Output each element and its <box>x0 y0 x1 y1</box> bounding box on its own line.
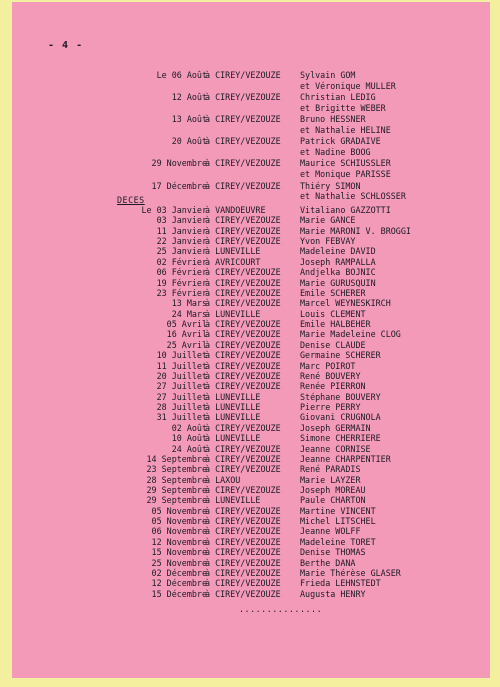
deces-heading: DECES <box>117 195 145 205</box>
death-name: Marie GANCE <box>300 215 356 226</box>
death-place: à LUNEVILLE <box>205 391 261 402</box>
death-name: Berthe DANA <box>300 557 356 568</box>
death-date: 13 Mars <box>171 298 207 309</box>
marriage-entry-line <box>12 181 490 191</box>
marriage-entry-line <box>12 191 490 201</box>
death-entry <box>12 547 490 557</box>
death-date: 31 Juillet <box>156 412 207 423</box>
death-date: 05 Avril <box>166 319 207 330</box>
death-entry <box>12 485 490 495</box>
death-entry <box>12 464 490 474</box>
marriage-entry-line <box>12 158 490 168</box>
death-place: à CIREY/VEZOUZE <box>205 350 281 361</box>
marriage-name: et Monique PARISSE <box>300 169 391 180</box>
death-name: Marcel WEYNESKIRCH <box>300 298 391 309</box>
death-name: Joseph MOREAU <box>300 484 366 495</box>
death-entry <box>12 350 490 360</box>
death-entry <box>12 537 490 547</box>
death-entry <box>12 371 490 381</box>
marriage-entry-line <box>12 147 490 157</box>
death-name: Yvon FEBVAY <box>300 236 356 247</box>
death-date: 05 Novembre <box>151 516 207 527</box>
death-date: 03 Janvier <box>156 215 207 226</box>
death-date: 20 Juillet <box>156 370 207 381</box>
death-date: 10 Août <box>171 433 207 444</box>
death-name: Marc POIROT <box>300 360 356 371</box>
death-name: Germaine SCHERER <box>300 350 381 361</box>
marriage-place: à CIREY/VEZOUZE <box>205 70 281 80</box>
death-place: à CIREY/VEZOUZE <box>205 287 281 298</box>
death-date: 28 Juillet <box>156 402 207 413</box>
death-date: 23 Septembre <box>146 464 207 475</box>
death-place: à LUNEVILLE <box>205 402 261 413</box>
death-date: 02 Août <box>171 422 207 433</box>
death-place: à CIREY/VEZOUZE <box>205 329 281 340</box>
death-name: Louis CLEMENT <box>300 308 366 319</box>
death-entry <box>12 361 490 371</box>
death-name: Jeanne CHARPENTIER <box>300 453 391 464</box>
marriage-entry-line <box>12 136 490 146</box>
death-place: à CIREY/VEZOUZE <box>205 360 281 371</box>
death-date: 06 Février <box>156 267 207 278</box>
death-entry <box>12 278 490 288</box>
death-entry <box>12 526 490 536</box>
marriage-date: 29 Novembre <box>151 158 207 169</box>
death-name: Martine VINCENT <box>300 505 376 516</box>
death-date: 28 Septembre <box>146 474 207 485</box>
death-name: Vitaliano GAZZOTTI <box>300 205 391 215</box>
marriage-date: 13 Août <box>171 114 207 125</box>
death-place: à CIREY/VEZOUZE <box>205 567 281 578</box>
death-date: 23 Février <box>156 287 207 298</box>
death-place: à CIREY/VEZOUZE <box>205 464 281 475</box>
death-entry <box>12 215 490 225</box>
death-entry <box>12 454 490 464</box>
death-date: 29 Septembre <box>146 495 207 506</box>
marriage-date: 12 Août <box>171 92 207 103</box>
marriage-date: 17 Décembre <box>151 180 207 191</box>
death-place: à LUNEVILLE <box>205 246 261 257</box>
death-name: Michel LITSCHEL <box>300 516 376 527</box>
death-date: 15 Décembre <box>151 588 207 599</box>
death-name: Paule CHARTON <box>300 495 366 506</box>
death-place: à LUNEVILLE <box>205 433 261 444</box>
marriage-place: à CIREY/VEZOUZE <box>205 136 281 147</box>
death-entry <box>12 558 490 568</box>
death-place: à CIREY/VEZOUZE <box>205 557 281 568</box>
death-entry <box>12 589 490 599</box>
death-name: Andjelka BOJNIC <box>300 267 376 278</box>
death-place: à CIREY/VEZOUZE <box>205 225 281 236</box>
death-place: à CIREY/VEZOUZE <box>205 588 281 599</box>
marriage-name: et Brigitte WEBER <box>300 102 386 113</box>
page-number: - 4 - <box>48 40 84 51</box>
death-name: Marie Madeleine CLOG <box>300 329 401 340</box>
end-separator: ............... <box>239 604 323 614</box>
death-name: Marie MARONI V. BROGGI <box>300 225 411 236</box>
death-place: à AVRICOURT <box>205 256 261 267</box>
death-entry <box>12 329 490 339</box>
death-name: Emile SCHERER <box>300 287 366 298</box>
death-name: René PARADIS <box>300 464 361 475</box>
death-place: à CIREY/VEZOUZE <box>205 422 281 433</box>
death-entry <box>12 257 490 267</box>
death-name: Augusta HENRY <box>300 588 366 599</box>
death-entry <box>12 246 490 256</box>
death-date: 10 Juillet <box>156 350 207 361</box>
death-date: 15 Novembre <box>151 547 207 558</box>
marriage-name: Maurice SCHIUSSLER <box>300 158 391 169</box>
death-entry <box>12 444 490 454</box>
death-entry <box>12 423 490 433</box>
death-place: à CIREY/VEZOUZE <box>205 267 281 278</box>
death-entry <box>12 205 490 215</box>
death-date: 12 Novembre <box>151 536 207 547</box>
marriage-name: Christian LEDIG <box>300 92 376 103</box>
death-place: à CIREY/VEZOUZE <box>205 505 281 516</box>
death-place: à CIREY/VEZOUZE <box>205 516 281 527</box>
death-name: Madeleine TORET <box>300 536 376 547</box>
death-entry <box>12 392 490 402</box>
death-entry <box>12 495 490 505</box>
marriage-name: et Véronique MULLER <box>300 80 396 91</box>
death-date: 02 Décembre <box>151 567 207 578</box>
death-date: 25 Janvier <box>156 246 207 257</box>
death-place: à CIREY/VEZOUZE <box>205 381 281 392</box>
death-place: à CIREY/VEZOUZE <box>205 453 281 464</box>
death-name: Renée PIERRON <box>300 381 366 392</box>
death-place: à LAXOU <box>205 474 241 485</box>
death-place: à CIREY/VEZOUZE <box>205 484 281 495</box>
marriage-entry-line <box>12 70 490 80</box>
death-name: Simone CHERRIERE <box>300 433 381 444</box>
death-date: 11 Juillet <box>156 360 207 371</box>
death-name: Denise CLAUDE <box>300 339 366 350</box>
death-name: Stéphane BOUVERY <box>300 391 381 402</box>
death-entry <box>12 267 490 277</box>
death-date: 06 Novembre <box>151 526 207 537</box>
marriage-date: 20 Août <box>171 136 207 147</box>
death-name: Marie LAYZER <box>300 474 361 485</box>
death-place: à LUNEVILLE <box>205 495 261 506</box>
death-name: Marie GURUSQUIN <box>300 277 376 288</box>
death-date: 27 Juillet <box>156 381 207 392</box>
marriage-entry-line <box>12 114 490 124</box>
death-name: Pierre PERRY <box>300 402 361 413</box>
marriage-entry-line <box>12 169 490 179</box>
death-place: à CIREY/VEZOUZE <box>205 547 281 558</box>
death-date: 14 Septembre <box>146 453 207 464</box>
death-date: 25 Novembre <box>151 557 207 568</box>
death-date: 24 Août <box>171 443 207 454</box>
death-place: à LUNEVILLE <box>205 412 261 423</box>
death-entry <box>12 236 490 246</box>
death-entry <box>12 516 490 526</box>
marriage-name: et Nadine BOOG <box>300 147 371 158</box>
death-entry <box>12 309 490 319</box>
death-date: 12 Décembre <box>151 578 207 589</box>
death-date: 25 Avril <box>166 339 207 350</box>
death-date: 22 Janvier <box>156 236 207 247</box>
death-place: à CIREY/VEZOUZE <box>205 526 281 537</box>
marriage-name: et Nathalie HELINE <box>300 125 391 135</box>
marriage-date: Le 06 Août <box>156 70 207 80</box>
death-date: 05 Novembre <box>151 505 207 516</box>
death-date: Le 03 Janvier <box>141 205 207 215</box>
death-name: Frieda LEHNSTEDT <box>300 578 381 589</box>
death-entry <box>12 340 490 350</box>
marriage-name: Thiéry SIMON <box>300 180 361 191</box>
death-name: Denise THOMAS <box>300 547 366 558</box>
death-name: René BOUVERY <box>300 370 361 381</box>
marriage-place: à CIREY/VEZOUZE <box>205 180 281 191</box>
death-date: 19 Février <box>156 277 207 288</box>
death-entry <box>12 381 490 391</box>
death-place: à CIREY/VEZOUZE <box>205 370 281 381</box>
death-name: Madeleine DAVID <box>300 246 376 257</box>
death-place: à LUNEVILLE <box>205 308 261 319</box>
marriage-name: Bruno HESSNER <box>300 114 366 125</box>
death-name: Marie Thérèse GLASER <box>300 567 401 578</box>
death-place: à CIREY/VEZOUZE <box>205 236 281 247</box>
death-entry <box>12 433 490 443</box>
death-entry <box>12 568 490 578</box>
death-place: à CIREY/VEZOUZE <box>205 339 281 350</box>
marriage-place: à CIREY/VEZOUZE <box>205 158 281 169</box>
marriage-name: et Nathalie SCHLOSSER <box>300 191 406 202</box>
death-place: à CIREY/VEZOUZE <box>205 277 281 288</box>
marriage-entry-line <box>12 103 490 113</box>
death-place: à CIREY/VEZOUZE <box>205 319 281 330</box>
death-entry <box>12 288 490 298</box>
death-place: à CIREY/VEZOUZE <box>205 536 281 547</box>
death-name: Joseph RAMPALLA <box>300 256 376 267</box>
death-date: 16 Avril <box>166 329 207 340</box>
death-name: Joseph GERMAIN <box>300 422 371 433</box>
death-date: 02 Février <box>156 256 207 267</box>
marriage-place: à CIREY/VEZOUZE <box>205 114 281 125</box>
death-entry <box>12 319 490 329</box>
death-date: 11 Janvier <box>156 225 207 236</box>
marriage-place: à CIREY/VEZOUZE <box>205 92 281 103</box>
death-date: 27 Juillet <box>156 391 207 402</box>
death-place: à VANDOEUVRE <box>205 205 266 215</box>
death-date: 24 Mars <box>171 308 207 319</box>
marriage-name: Patrick GRADAIVE <box>300 136 381 147</box>
marriage-entry-line <box>12 81 490 91</box>
death-place: à CIREY/VEZOUZE <box>205 443 281 454</box>
death-place: à CIREY/VEZOUZE <box>205 298 281 309</box>
death-name: Emile HALBEHER <box>300 319 371 330</box>
death-entry <box>12 412 490 422</box>
death-name: Jeanne CORNISE <box>300 443 371 454</box>
death-place: à CIREY/VEZOUZE <box>205 215 281 226</box>
death-entry <box>12 402 490 412</box>
death-date: 29 Septembre <box>146 484 207 495</box>
marriage-name: Sylvain GOM <box>300 70 356 80</box>
death-place: à CIREY/VEZOUZE <box>205 578 281 589</box>
death-entry <box>12 298 490 308</box>
death-name: Jeanne WOLFF <box>300 526 361 537</box>
death-entry <box>12 226 490 236</box>
marriage-entry-line <box>12 92 490 102</box>
document-page <box>12 2 490 678</box>
death-entry <box>12 506 490 516</box>
death-entry <box>12 475 490 485</box>
death-entry <box>12 578 490 588</box>
marriage-entry-line <box>12 125 490 135</box>
death-name: Giovani CRUGNOLA <box>300 412 381 423</box>
